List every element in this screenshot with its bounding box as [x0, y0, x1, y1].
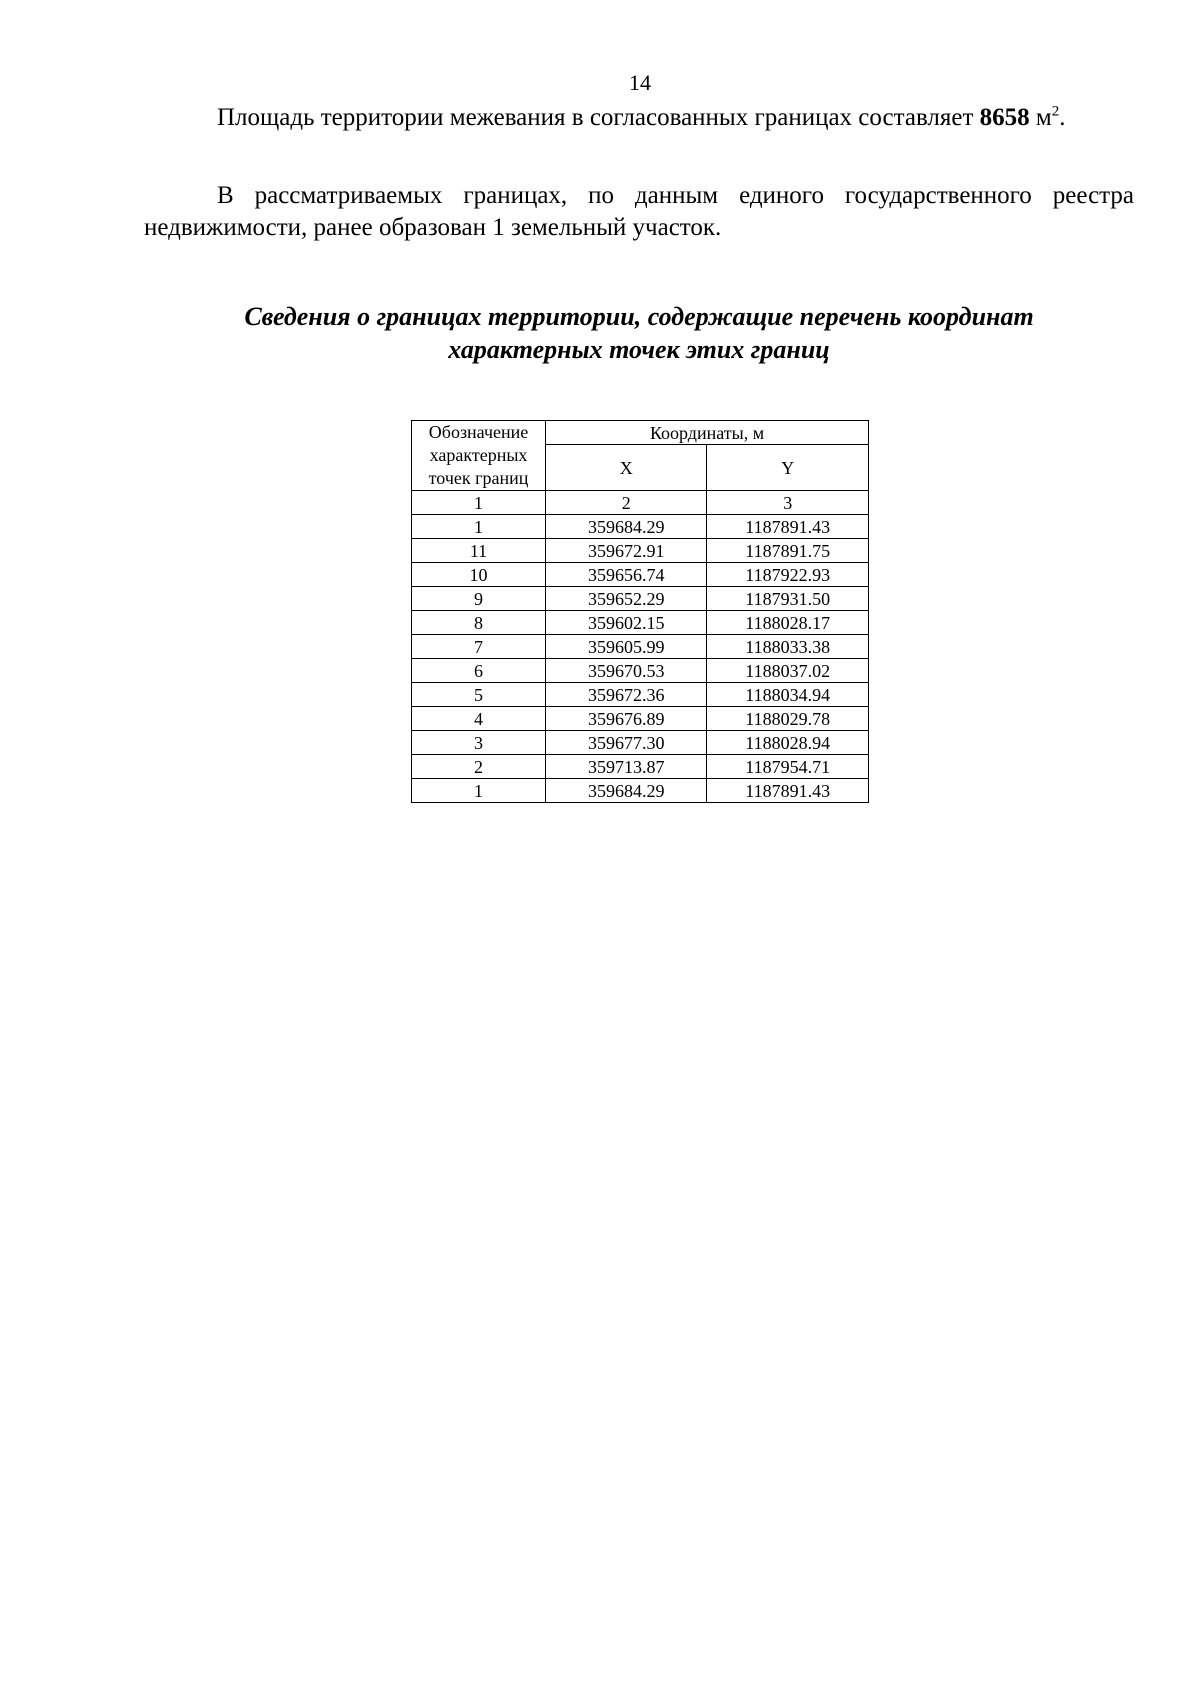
area-paragraph	[144, 102, 1134, 134]
table-row	[412, 683, 869, 707]
y-cell: 1188034.94	[707, 683, 869, 707]
point-cell: 8	[412, 611, 546, 635]
column-number: 1	[412, 491, 546, 515]
y-cell: 1187954.71	[707, 755, 869, 779]
section-title-line1: Сведения о границах территории, содержащие перечень координат	[244, 302, 1034, 331]
table-row	[412, 707, 869, 731]
y-cell: 1187891.75	[707, 539, 869, 563]
header-x: X	[546, 445, 707, 491]
point-cell: 1	[412, 515, 546, 539]
column-numbers-row	[412, 491, 869, 515]
table-row	[412, 635, 869, 659]
area-text: Площадь территории межевания в согласованных границах составляет	[217, 104, 974, 131]
x-cell: 359670.53	[546, 659, 707, 683]
area-value: 8658	[979, 104, 1030, 131]
y-cell: 1188029.78	[707, 707, 869, 731]
table-row	[412, 515, 869, 539]
section-title	[144, 300, 1134, 366]
section-title-line2: характерных точек этих границ	[448, 335, 830, 364]
point-cell: 6	[412, 659, 546, 683]
y-cell: 1188028.17	[707, 611, 869, 635]
area-unit: м	[1035, 104, 1052, 131]
header-designation: Обозначение характерных точек границ	[412, 421, 546, 491]
table-row	[412, 611, 869, 635]
table-row	[412, 587, 869, 611]
point-cell: 4	[412, 707, 546, 731]
point-cell: 1	[412, 779, 546, 803]
header-coordinates: Координаты, м	[546, 421, 869, 445]
table-row	[412, 563, 869, 587]
y-cell: 1188037.02	[707, 659, 869, 683]
point-cell: 5	[412, 683, 546, 707]
area-unit-power: 2	[1051, 103, 1060, 120]
point-cell: 9	[412, 587, 546, 611]
point-cell: 3	[412, 731, 546, 755]
x-cell: 359672.36	[546, 683, 707, 707]
point-cell: 7	[412, 635, 546, 659]
x-cell: 359605.99	[546, 635, 707, 659]
point-cell: 2	[412, 755, 546, 779]
x-cell: 359602.15	[546, 611, 707, 635]
x-cell: 359672.91	[546, 539, 707, 563]
x-cell: 359684.29	[546, 779, 707, 803]
area-end: .	[1059, 104, 1066, 131]
column-number: 3	[707, 491, 869, 515]
y-cell: 1187922.93	[707, 563, 869, 587]
x-cell: 359652.29	[546, 587, 707, 611]
header-y: Y	[707, 445, 869, 491]
page-number: 14	[629, 70, 651, 95]
x-cell: 359656.74	[546, 563, 707, 587]
registry-paragraph: В рассматриваемых границах, по данным единого государственного реестра недвижимости, ранее образован 1 земельный участок.	[144, 182, 1134, 241]
table-row	[412, 539, 869, 563]
table-row	[412, 659, 869, 683]
x-cell: 359677.30	[546, 731, 707, 755]
point-cell: 11	[412, 539, 546, 563]
y-cell: 1187891.43	[707, 515, 869, 539]
y-cell: 1188028.94	[707, 731, 869, 755]
table-row	[412, 755, 869, 779]
coordinates-table	[411, 420, 869, 803]
x-cell: 359713.87	[546, 755, 707, 779]
x-cell: 359684.29	[546, 515, 707, 539]
y-cell: 1187891.43	[707, 779, 869, 803]
column-number: 2	[546, 491, 707, 515]
y-cell: 1188033.38	[707, 635, 869, 659]
table-row	[412, 731, 869, 755]
x-cell: 359676.89	[546, 707, 707, 731]
table-header-row	[412, 421, 869, 445]
point-cell: 10	[412, 563, 546, 587]
y-cell: 1187931.50	[707, 587, 869, 611]
table-row	[412, 779, 869, 803]
